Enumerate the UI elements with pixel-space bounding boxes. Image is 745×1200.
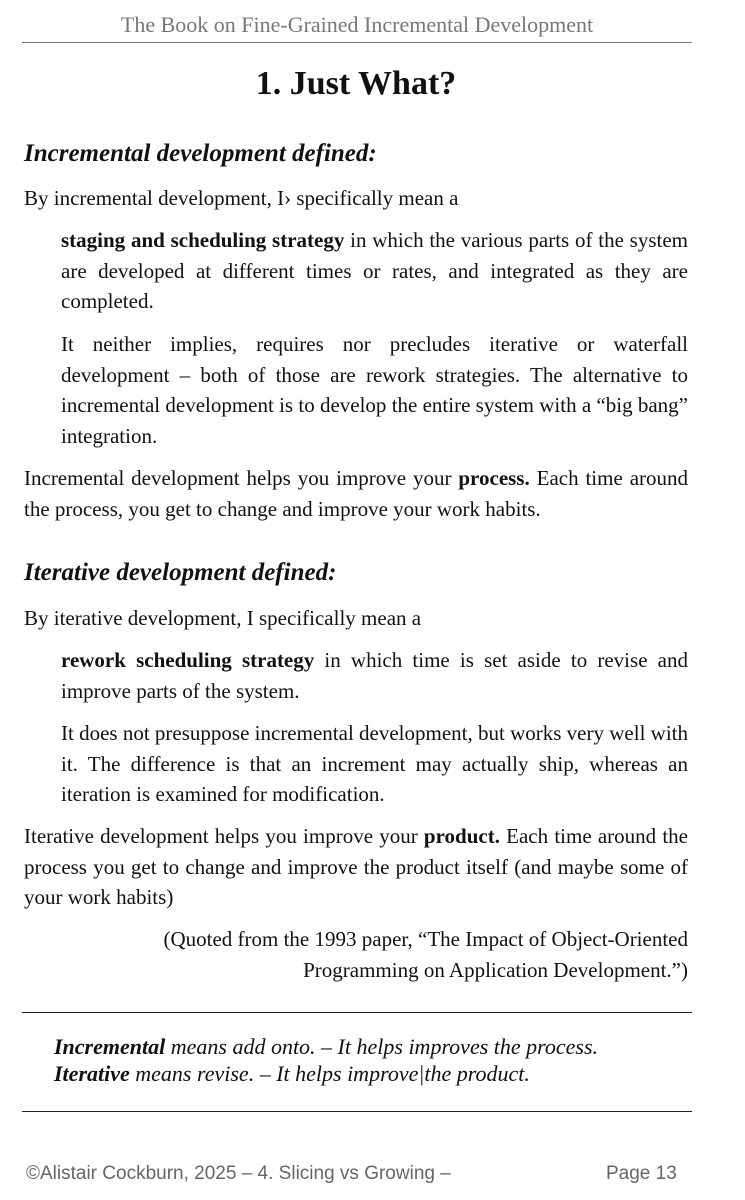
iterative-lead: By iterative development, I specifically mean a	[24, 606, 422, 630]
incremental-note: It neither implies, requires nor precludes iterative or waterfall development – both of those are rework strategies. The alternative to incremental development is to develop the entire system with a “big bang” integration.	[61, 332, 688, 448]
iterative-note: It does not presuppose incremental development, but works very well with it. The difference is that an increment may actually ship, whereas an iteration is examined for modification.	[61, 721, 688, 806]
incremental-helps-term: process.	[458, 466, 530, 490]
chapter-title: 1. Just What?	[255, 65, 457, 102]
incremental-helps	[24, 463, 688, 524]
iterative-helps	[24, 821, 688, 913]
summary-text-iterative: means revise. – It helps improve|the product.	[129, 1061, 530, 1086]
summary-top-rule	[22, 1012, 692, 1013]
iterative-helps-rest: Each time around the process you get to change and improve the product itself (and maybe some of your work habits)	[24, 824, 688, 909]
iterative-helps-text: Iterative development helps you improve your	[24, 824, 424, 848]
summary-bottom-rule	[22, 1111, 692, 1112]
footer-copyright: ©Alistair Cockburn, 2025 – 4. Slicing vs Growing –	[26, 1163, 451, 1184]
incremental-helps-text: Incremental development helps you improve your	[24, 466, 459, 490]
iterative-helps-term: product.	[423, 824, 500, 848]
summary-term-incremental: Incremental	[54, 1034, 166, 1059]
iterative-definition	[61, 645, 688, 706]
incremental-definition-term: staging and scheduling strategy	[61, 228, 345, 252]
incremental-definition-text: in which the various parts of the system are developed at different times or rates, and integrated as they are completed.	[61, 228, 689, 313]
iterative-definition-term: rework scheduling strategy	[61, 648, 315, 672]
running-header: The Book on Fine-Grained Incremental Development	[22, 10, 692, 43]
citation-line-1: (Quoted from the 1993 paper, “The Impact of Object-Oriented	[163, 927, 688, 951]
incremental-heading: Incremental development defined:	[24, 140, 377, 167]
iterative-definition-text: in which time is set aside to revise and improve parts of the system.	[61, 648, 688, 703]
citation-line-2: Programming on Application Development.”)	[303, 957, 688, 982]
incremental-helps-rest: Each time around the process, you get to change and improve your work habits.	[24, 466, 689, 521]
iterative-heading: Iterative development defined:	[24, 559, 337, 586]
page-number: Page 13	[606, 1163, 677, 1184]
summary-box	[54, 1033, 684, 1087]
citation	[61, 924, 688, 985]
incremental-definition	[61, 225, 688, 317]
summary-term-iterative: Iterative	[54, 1061, 130, 1086]
incremental-lead: By incremental development, I› specifically mean a	[24, 186, 459, 210]
summary-text-incremental: means add onto. – It helps improves the process.	[165, 1034, 599, 1059]
